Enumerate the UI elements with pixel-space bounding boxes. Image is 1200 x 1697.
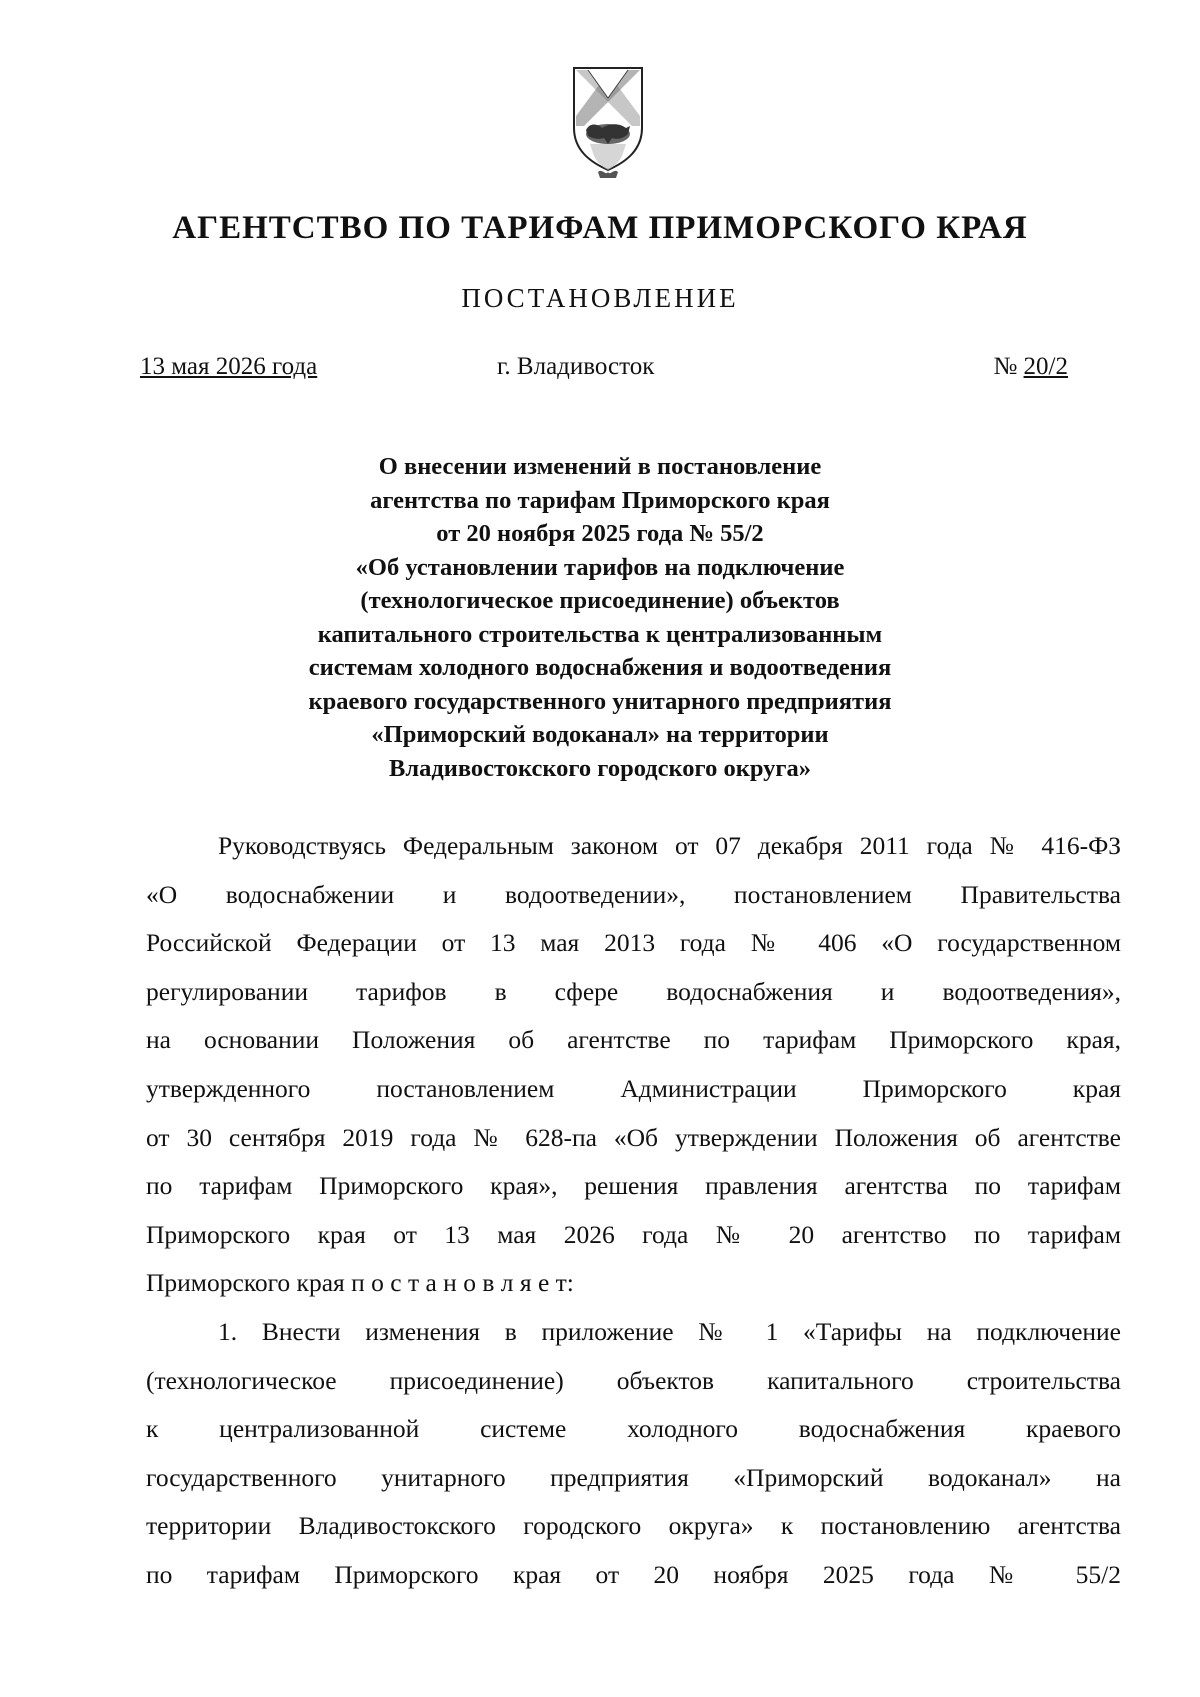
body-line: по тарифам Приморского края от 20 ноября 2025 года № 55/2 [146, 1559, 1121, 1589]
body-line: территории Владивостокского городского округа» к постановлению агентства [146, 1511, 1121, 1541]
title-line: краевого государственного унитарного предприятия [308, 687, 892, 715]
body-line: утвержденного постановлением Администрации Приморского края [146, 1073, 1121, 1103]
body-line: Приморского края п о с т а н о в л я е т: [146, 1268, 574, 1298]
body-line: государственного унитарного предприятия «Приморский водоканал» на [146, 1462, 1121, 1492]
body-line: (технологическое присоединение) объектов капитального строительства [146, 1365, 1121, 1395]
document-number [993, 353, 1068, 381]
body-line: к централизованной системе холодного водоснабжения краевого [146, 1414, 1121, 1444]
number-value: 20/2 [1023, 353, 1068, 380]
document-city: г. Владивосток [497, 353, 655, 380]
body-line: на основании Положения об агентстве по тарифам Приморского края, [146, 1025, 1121, 1055]
body-line: регулировании тарифов в сфере водоснабжения и водоотведения», [146, 976, 1121, 1006]
body-line: Руководствуясь Федеральным законом от 07 декабря 2011 года № 416-ФЗ [218, 831, 1121, 860]
title-line: «Об установлении тарифов на подключение [355, 553, 845, 581]
title-line: «Приморский водоканал» на территории [371, 721, 829, 748]
document-date: 13 мая 2026 года [140, 353, 318, 380]
title-line: от 20 ноября 2025 года № 55/2 [436, 520, 764, 547]
body-line: Российской Федерации от 13 мая 2013 года № 406 «О государственном [146, 928, 1121, 958]
coat-of-arms-emblem [568, 64, 648, 180]
body-line: «О водоснабжении и водоотведении», постановлением Правительства [146, 879, 1121, 909]
agency-name: АГЕНТСТВО ПО ТАРИФАМ ПРИМОРСКОГО КРАЯ [172, 210, 1028, 246]
resolution-title [250, 450, 950, 785]
body-line: по тарифам Приморского края», решения правления агентства по тарифам [146, 1171, 1121, 1201]
body-line: от 30 сентября 2019 года № 628-па «Об утверждении Положения об агентстве [146, 1122, 1121, 1152]
title-line: О внесении изменений в постановление [378, 453, 822, 480]
document-type: ПОСТАНОВЛЕНИЕ [461, 283, 739, 313]
title-line: системам холодного водоснабжения и водоотведения [308, 654, 892, 681]
body-line: Приморского края от 13 мая 2026 года № 20 агентство по тарифам [146, 1219, 1121, 1249]
resolution-body [146, 822, 1121, 1600]
title-line: (технологическое присоединение) объектов [360, 587, 840, 614]
title-line: капитального строительства к централизованным [317, 620, 883, 648]
number-prefix: № [993, 353, 1024, 380]
body-line: 1. Внести изменения в приложение № 1 «Тарифы на подключение [218, 1316, 1121, 1346]
title-line: агентства по тарифам Приморского края [370, 486, 830, 514]
title-line: Владивостокского городского округа» [389, 754, 811, 782]
